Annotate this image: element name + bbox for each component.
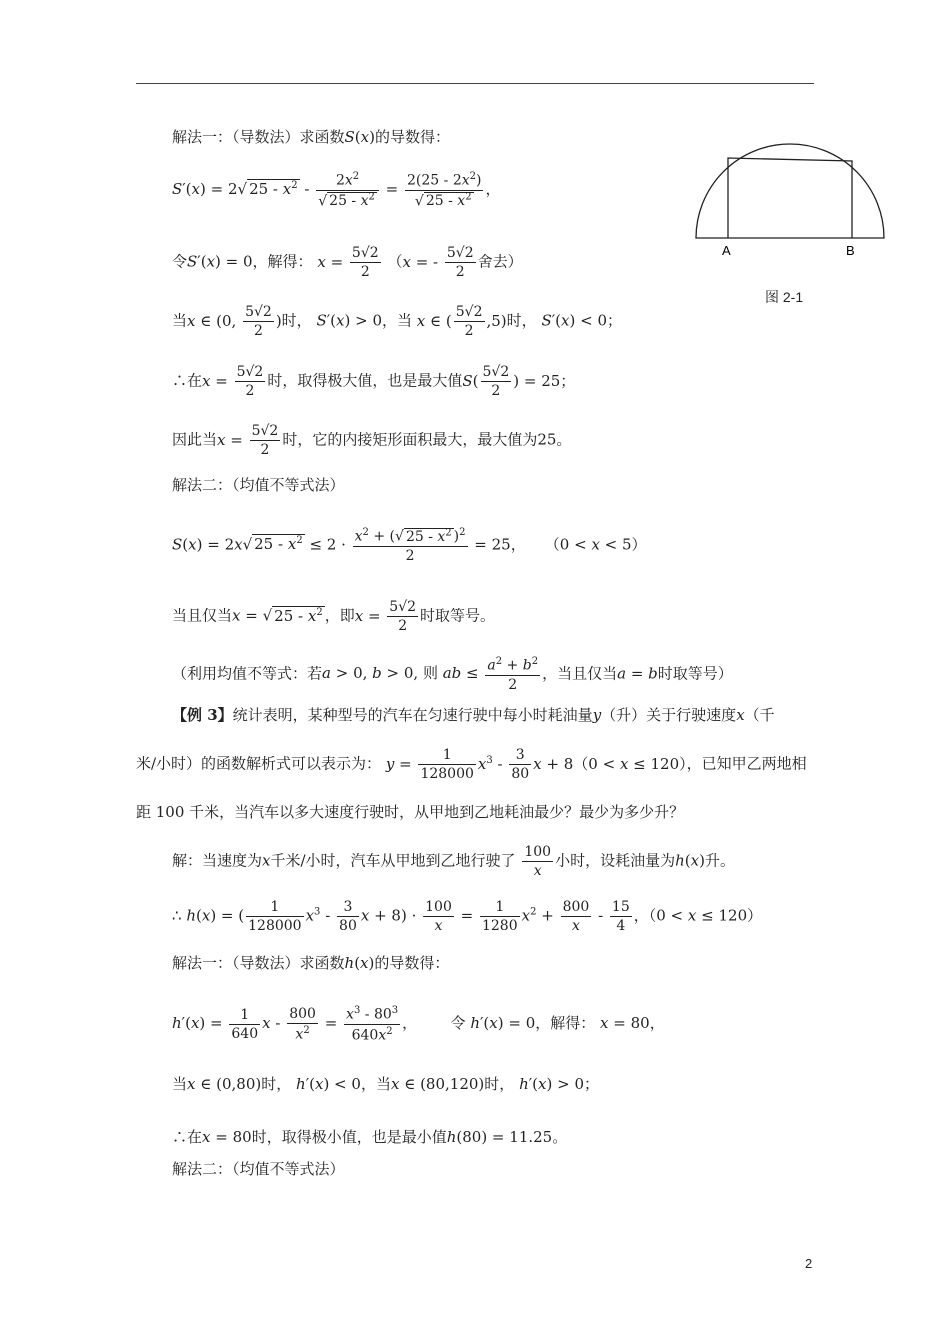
example-3-line-2: 米/小时）的函数解析式可以表示为： y = $\frac{1}{128000}$ $x^3$ - $\frac{3}{80}$ x + 8（0 < x ≤ 120），已知甲乙两地相 [136, 747, 807, 782]
text-line: 当且仅当x = √ $25 - x^2$ ，即x = $\frac{5√2}{2}$ 时取等号。 [172, 599, 496, 634]
semicircle [696, 144, 884, 238]
text-line: 解法一：（导数法）求函数h(x)的导数得： [172, 954, 450, 972]
text-line: ∴在x = 80时，取得极小值，也是最小值h(80) = 11.25。 [172, 1128, 568, 1146]
figure-semicircle-rectangle [694, 118, 894, 258]
example-3-line-1: 【例 3】统计表明，某种型号的汽车在匀速行驶中每小时耗油量y（升）关于行驶速度x（千 [172, 706, 775, 724]
text-line: ∴在x = $\frac{5√2}{2}$ 时，取得极大值，也是最大值S( $\frac{5√2}{2}$ ) = 25； [172, 364, 576, 399]
formula-am-gm: S(x) = 2x√ $25 - x^2 \le 2$ · $\frac{x^2 + (√ 25 - x^2 )^2}{2}$ = 25， （0 < x < 5） [172, 527, 647, 564]
text-line: 解法一：（导数法）求函数S(x)的导数得： [172, 128, 450, 146]
page-number: 2 [805, 1256, 813, 1271]
text-line: 解法二：（均值不等式法） [172, 1160, 345, 1178]
example-3-line-3: 距 100 千米，当汽车以多大速度行驶时，从甲地到乙地耗油最少？最少为多少升？ [136, 803, 685, 821]
text-line: 当x ∈ (0,80)时， h′(x) < 0，当x ∈ (80,120)时， h′(x) > 0； [172, 1075, 599, 1093]
formula-derivative-h: h′(x) = $\frac{1}{640}$ x - $\frac{800}{x^2}$ = $\frac{x^3 - 80^3}{640x^2}$ ， 令 h′(x) = 0，解得： x = 80， [172, 1005, 665, 1044]
text-line: 令S′(x) = 0，解得： x = $\frac{5√2}{2}$ （x = - $\frac{5√2}{2}$ 舍去） [172, 245, 523, 280]
text-line: 因此当x = $\frac{5√2}{2}$ 时，它的内接矩形面积最大，最大值为25。 [172, 423, 572, 458]
header-rule [136, 83, 814, 84]
formula-h: ∴ h(x) = ( $\frac{1}{128000}$ $x^3$ - $\frac{3}{80}$ x + 8) · $\frac{100}{x}$ = $\frac{1}{1280}$ $x^2$ + $\frac{800}{x}$ - $\frac{15}{4}$ ，（0 < x ≤ 120） [172, 899, 763, 934]
formula-derivative-s: S′(x) = 2√ $25 - x^2$ - $\frac{2x^2}{√ 25 - x^2}$ = $\frac{2(25 - 2x^2)}{√ 25 - x^2}$ ， [172, 171, 501, 210]
text-line: 当x ∈ (0, $\frac{5√2}{2}$ )时， S′(x) > 0，当 x ∈ ( $\frac{5√2}{2}$ ,5)时， S′(x) < 0； [172, 304, 622, 339]
figure-caption: 图 2-1 [765, 289, 804, 305]
inscribed-rectangle [728, 158, 852, 238]
text-line: （利用均值不等式：若a > 0, b > 0, 则 ab ≤ $\frac{a^2 + b^2}{2}$ ，当且仅当a = b时取等号） [172, 656, 733, 693]
text-line: 解法二：（均值不等式法） [172, 476, 345, 494]
point-a-label: A [722, 243, 731, 258]
point-b-label: B [846, 243, 855, 258]
text-line: 解：当速度为x千米/小时，汽车从甲地到乙地行驶了 $\frac{100}{x}$ 小时，设耗油量为h(x)升。 [172, 844, 735, 879]
